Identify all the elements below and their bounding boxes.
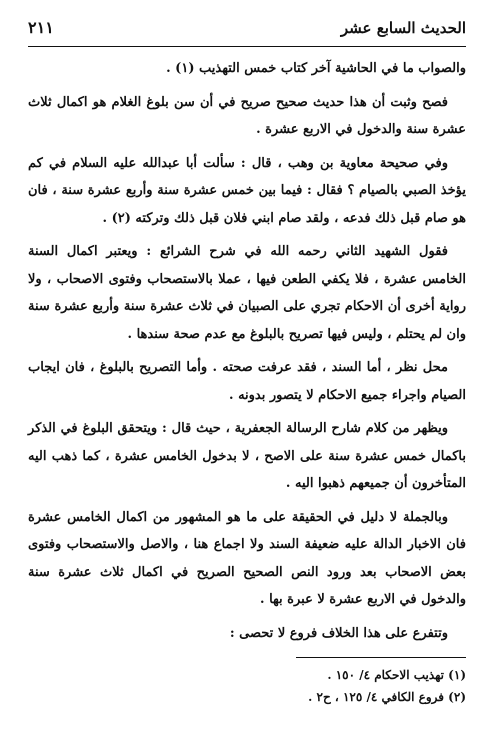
paragraph: والصواب ما في الحاشية آخر كتاب خمس التهذيب (١) . <box>166 61 466 76</box>
paragraph: وبالجملة لا دليل في الحقيقة على ما هو المشهور من اكمال الخامس عشرة فان الاخبار الدالة عليه ضعيفة السند ولا اجماع هنا ، والاصل والاستصحاب وفتوى بعض الاصحاب بعد ورود النص الصحيح الصريح في اكمال ثلاث عشرة سنة والدخول في الاربع عشرة لا عبرة بها . <box>28 509 466 607</box>
paragraph: فقول الشهيد الثاني رحمه الله في شرح الشرائع : ويعتبر اكمال السنة الخامس عشرة ، فلا يكفي الطعن فيها ، عملا بالاستصحاب وفتوى الاصحاب ، ولا رواية أخرى أن الاحكام تجري على الصبيان في ثلاث عشرة سنة وأربع عشرة سنة وان لم يحتلم ، وليس فيها تصريح بالبلوغ مع عدم صحة سندها . <box>28 244 466 342</box>
paragraph: فصح وثبت أن هذا حديث صحيح صريح في أن سن بلوغ الغلام هو اكمال ثلاث عشرة سنة والدخول في الاربع عشرة . <box>28 94 466 137</box>
paragraph: وفي صحيحة معاوية بن وهب ، قال : سألت أبا عبدالله عليه السلام في كم يؤخذ الصبي بالصيام ؟ فقال : فيما بين خمس عشرة سنة وأربع عشرة سنة ، فان هو صام قبل ذلك فدعه ، ولقد صام ابني فلان قبل ذلك وتركته (٢) . <box>28 155 466 226</box>
body-text <box>28 55 466 647</box>
paragraph: وتتفرع على هذا الخلاف فروع لا تحصى : <box>229 625 448 641</box>
page-number: ٢١١ <box>28 18 54 37</box>
footnotes <box>28 664 466 708</box>
footnote-rule <box>296 657 466 658</box>
paragraph: ويظهر من كلام شارح الرسالة الجعفرية ، حيث قال : ويتحقق البلوغ في الذكر باكمال خمس عشرة سنة على الاصح ، لا بدخول الخامس عشرة ، كما ذهب اليه المتأخرون أن جميعهم ذهبوا اليه . <box>28 421 466 491</box>
footnote: (١) تهذيب الاحكام ٤/ ١٥٠ . <box>327 668 466 682</box>
chapter-title: الحديث السابع عشر <box>340 19 466 37</box>
paragraph: محل نظر ، أما السند ، فقد عرفت صحته . وأما التصريح بالبلوغ ، فان ايجاب الصيام واجراء جميع الاحكام لا يتصور بدونه . <box>28 360 466 403</box>
footnote: (٢) فروع الكافي ٤/ ١٢٥ ، ح٢ . <box>308 690 466 704</box>
running-header <box>28 18 466 44</box>
header-rule <box>28 46 466 47</box>
